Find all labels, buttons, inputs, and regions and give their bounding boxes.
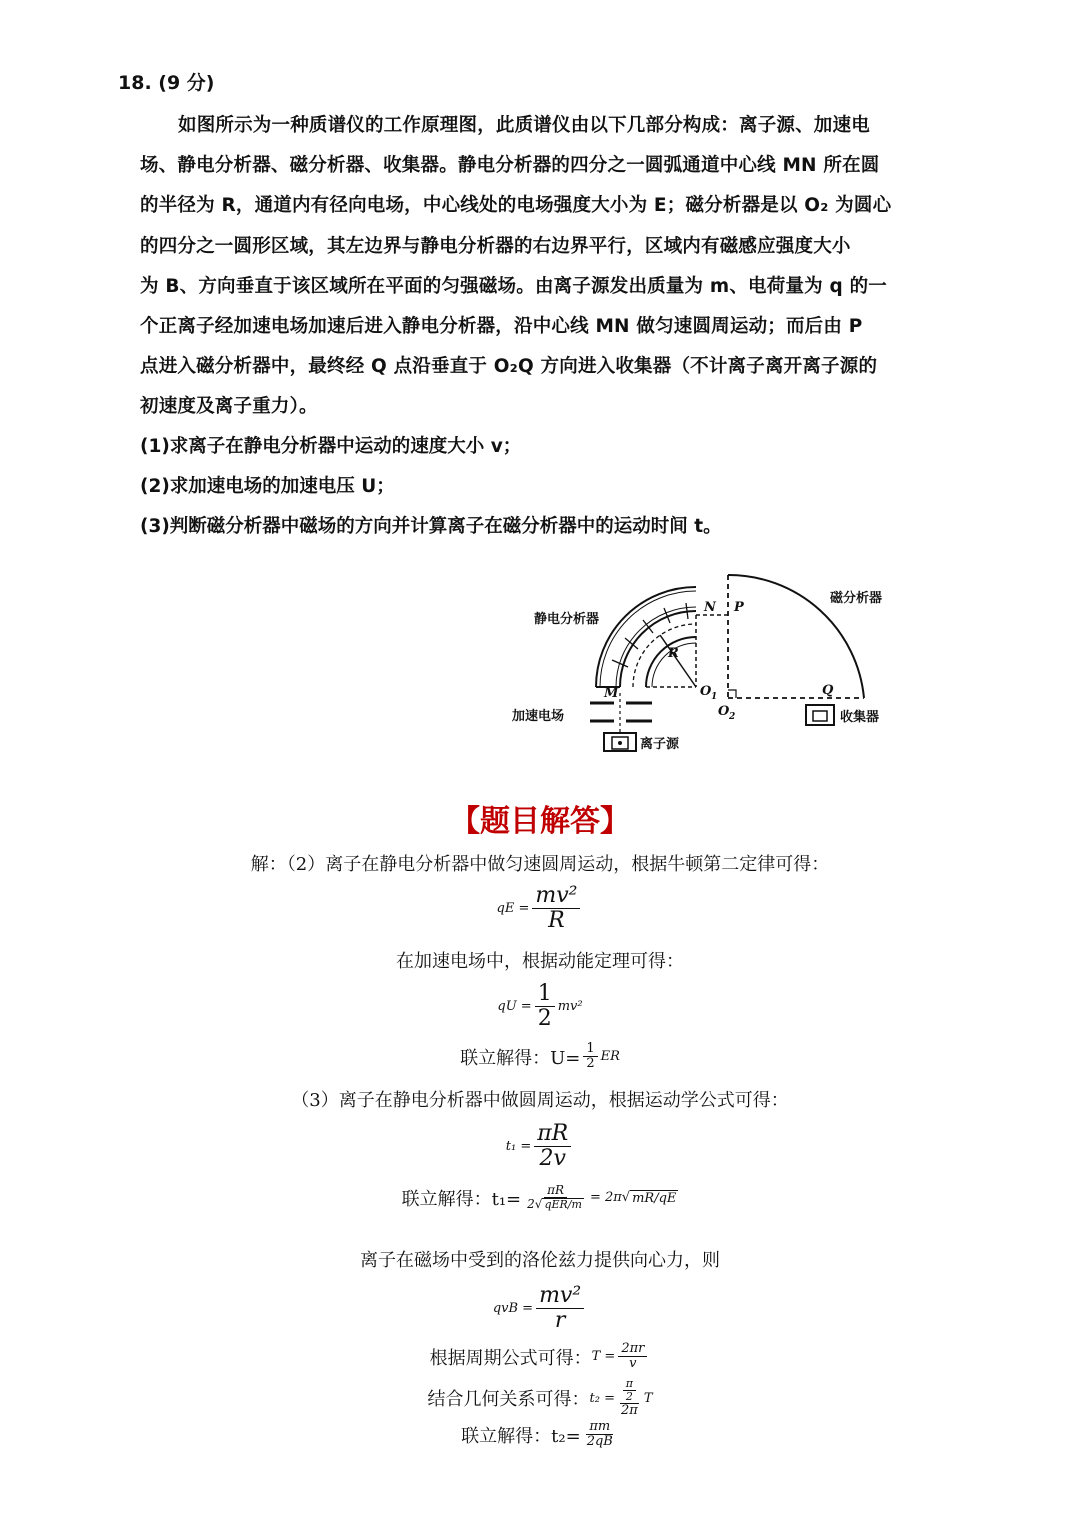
label-p: P [734, 600, 744, 615]
equation-2 [0, 982, 1080, 1031]
l8-num-top: π [623, 1378, 636, 1391]
l7-num: 2πr [618, 1342, 647, 1357]
l5-den-pre: 2 [527, 1197, 535, 1212]
l5-den-sqrt: √ qER/m [534, 1197, 582, 1212]
eq4-fraction [534, 1122, 571, 1171]
eq4-num: πR [534, 1122, 571, 1147]
l9-pre: 联立解得：t₂= [461, 1425, 581, 1447]
label-r: R [668, 646, 679, 661]
answer-line-7 [0, 1342, 1080, 1372]
equation-6 [0, 1284, 1080, 1333]
eq1-den: R [548, 908, 565, 934]
eq4-lhs: t₁ = [505, 1139, 532, 1155]
answer-line-3 [0, 1042, 1080, 1072]
l5-num: πR [544, 1184, 567, 1198]
label-n: N [704, 600, 716, 615]
answer-line-6: 离子在磁场中受到的洛伦兹力提供向心力，则 [360, 1250, 720, 1271]
answer-line-1: 解：（2）离子在静电分析器中做匀速圆周运动，根据牛顿第二定律可得： [250, 854, 830, 875]
l9-fraction [584, 1420, 616, 1450]
answer-line-8 [0, 1378, 1080, 1418]
answer-line-4: （3）离子在静电分析器中做圆周运动，根据运动学公式可得： [291, 1090, 789, 1111]
question-number: 18. (9 分) [118, 72, 215, 94]
l3-rhs: ER [600, 1049, 620, 1065]
question-line: 场、静电分析器、磁分析器、收集器。静电分析器的四分之一圆弧通道中心线 MN 所在圆 [140, 155, 880, 177]
eq1-lhs: qE = [496, 901, 530, 917]
question-body [140, 106, 890, 428]
l9-num: πm [586, 1420, 613, 1435]
l3-num: 1 [583, 1042, 597, 1057]
label-esa: 静电分析器 [534, 612, 600, 627]
l8-lhs: t₂ = [589, 1390, 615, 1406]
l3-pre: 联立解得：U= [460, 1047, 581, 1069]
l8-rhs: T [643, 1390, 653, 1406]
l8-den: 2π [620, 1403, 638, 1419]
l5-den [524, 1198, 587, 1211]
answer-title: 【题目解答】 [450, 804, 630, 839]
label-acceleration-field: 加速电场 [512, 709, 565, 724]
answer-line-5 [0, 1184, 1080, 1211]
eq6-num: mv² [536, 1284, 584, 1309]
sub-question-1: (1)求离子在静电分析器中运动的速度大小 v； [140, 436, 522, 457]
eq2-rhs: mv² [557, 999, 583, 1015]
eq1-fraction [532, 884, 580, 933]
question-line: 的四分之一圆形区域，其左边界与静电分析器的右边界平行，区域内有磁感应强度大小 [140, 235, 851, 257]
label-collector: 收集器 [840, 710, 880, 725]
l8-fraction [618, 1378, 641, 1418]
answer-line-2: 在加速电场中，根据动能定理可得： [396, 951, 684, 972]
label-m: M [604, 686, 619, 701]
question-line: 为 B、方向垂直于该区域所在平面的匀强磁场。由离子源发出质量为 m、电荷量为 q 的一 [140, 275, 887, 297]
question-line: 点进入磁分析器中，最终经 Q 点沿垂直于 O₂Q 方向进入收集器（不计离子离开离子源的 [140, 356, 878, 378]
label-o1-sub: 1 [711, 692, 718, 702]
equation-1 [0, 884, 1080, 933]
mass-spectrometer-diagram [500, 565, 910, 760]
eq4-den: 2v [539, 1146, 566, 1172]
l7-pre: 根据周期公式可得： [429, 1347, 592, 1369]
eq2-den: 2 [537, 1006, 552, 1032]
l5-eq: = 2π [589, 1190, 622, 1206]
eq2-num: 1 [535, 982, 555, 1007]
question-line: 如图所示为一种质谱仪的工作原理图，此质谱仪由以下几部分构成：离子源、加速电 [178, 115, 870, 136]
eq2-fraction [535, 982, 555, 1031]
sub-question-3: (3)判断磁分析器中磁场的方向并计算离子在磁分析器中的运动时间 t。 [140, 516, 722, 537]
l7-lhs: T = [591, 1349, 616, 1365]
l7-den: v [629, 1356, 637, 1372]
eq6-lhs: qvB = [492, 1301, 534, 1317]
l3-den: 2 [586, 1056, 595, 1072]
l8-num-fraction [623, 1378, 636, 1403]
sub-question-2: (2)求加速电场的加速电压 U； [140, 476, 395, 497]
eq6-den: r [554, 1308, 566, 1334]
label-magnetic-analyzer: 磁分析器 [830, 591, 883, 606]
l5-rad: mR/qE [632, 1190, 677, 1206]
label-q: Q [822, 683, 834, 698]
l5-sqrt: √ mR/qE [621, 1190, 677, 1206]
l5-pre: 联立解得：t₁= [401, 1188, 522, 1210]
eq6-fraction [536, 1284, 584, 1333]
question-line: 的半径为 R，通道内有径向电场，中心线处的电场强度大小为 E；磁分析器是以 O₂ 为圆心 [140, 195, 892, 217]
equation-4 [0, 1122, 1080, 1171]
label-o1: O [700, 684, 712, 699]
answer-line-9 [0, 1420, 1080, 1450]
label-ion-source: 离子源 [640, 737, 680, 752]
l5-den-rad: qER/m [544, 1198, 582, 1212]
eq2-lhs: qU = [497, 999, 532, 1015]
l3-fraction [583, 1042, 597, 1072]
l9-den: 2qB [586, 1434, 613, 1450]
l8-num-bot: 2 [625, 1390, 633, 1404]
l5-fraction [524, 1184, 587, 1211]
l8-num [620, 1378, 639, 1404]
label-o2: O [718, 704, 730, 719]
l7-fraction [618, 1342, 647, 1372]
question-line: 个正离子经加速电场加速后进入静电分析器，沿中心线 MN 做匀速圆周运动；而后由 P [140, 316, 863, 338]
question-line: 初速度及离子重力）。 [140, 396, 318, 418]
label-o2-sub: 2 [729, 712, 736, 722]
l8-pre: 结合几何关系可得： [427, 1389, 590, 1411]
eq1-num: mv² [532, 884, 580, 909]
